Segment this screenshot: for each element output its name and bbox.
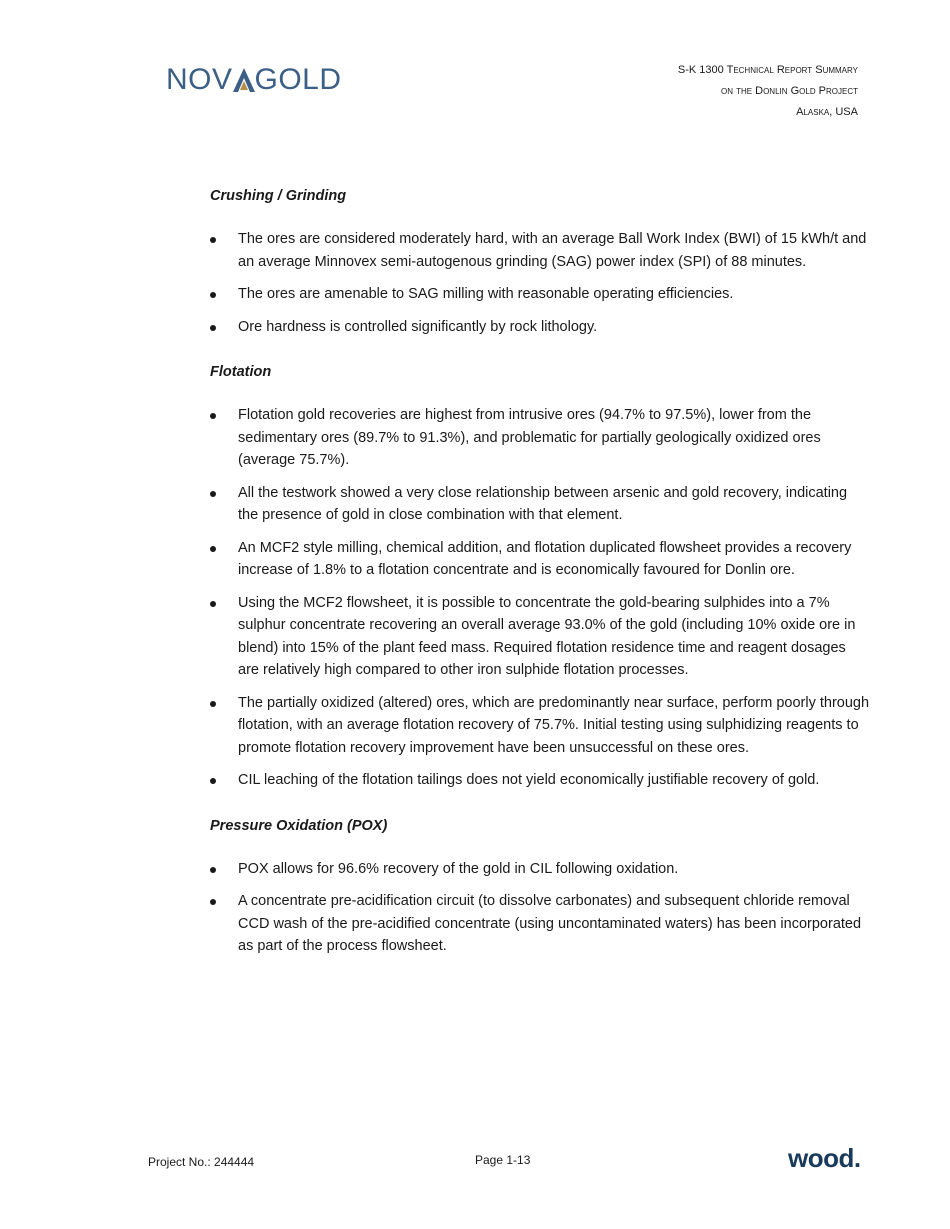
bullet-icon [210,413,216,419]
list-item: CIL leaching of the flotation tailings does not yield economically justifiable recovery of gold. [210,769,870,792]
list-item: A concentrate pre-acidification circuit (to dissolve carbonates) and subsequent chloride removal CCD wash of the pre-acidified concentrate (using uncontaminated waters) has been incorporated as part of the process flowsheet. [210,890,870,958]
page-number: Page 1-13 [475,1153,531,1167]
section-title: Pressure Oxidation (POX) [210,817,388,834]
section-pressure-oxidation [210,816,870,958]
bullet-list [210,228,870,338]
list-item: The partially oxidized (altered) ores, which are predominantly near surface, perform poorly through flotation, with an average flotation recovery of 75.7%. Initial testing using sulphidizing reagents to promote flotation recovery improvement have been unsuccessful on these ores. [210,692,870,760]
report-title-line3: Alaska, USA [796,106,858,118]
section-title: Flotation [210,364,272,380]
wood-logo: wood. [788,1143,861,1173]
bullet-icon [210,237,216,243]
list-item: An MCF2 style milling, chemical addition, and flotation duplicated flowsheet provides a recovery increase of 1.8% to a flotation concentrate and is economically favoured for Donlin ore. [210,537,870,582]
list-item: The ores are considered moderately hard, with an average Ball Work Index (BWI) of 15 kWh/t and an average Minnovex semi-autogenous grinding (SAG) power index (SPI) of 88 minutes. [210,228,870,273]
report-title-line2: on the Donlin Gold Project [721,85,858,97]
bullet-icon [210,899,216,905]
list-item: The ores are amenable to SAG milling with reasonable operating efficiencies. [210,283,870,306]
list-item: Using the MCF2 flowsheet, it is possible to concentrate the gold-bearing sulphides into a 7% sulphur concentrate recovering an overall average 93.0% of the gold (including 10% oxide ore in blend) into 15% of the plant feed mass. Required flotation residence time and reagent dosages are relatively high compared to other iron sulphide flotation processes. [210,592,870,682]
bullet-icon [210,325,216,331]
report-header [678,60,858,123]
list-item: All the testwork showed a very close relationship between arsenic and gold recovery, indicating the presence of gold in close combination with that element. [210,482,870,527]
bullet-icon [210,491,216,497]
bullet-icon [210,778,216,784]
section-crushing-grinding [210,186,870,338]
bullet-list [210,858,870,958]
bullet-icon [210,701,216,707]
list-item: POX allows for 96.6% recovery of the gold in CIL following oxidation. [210,858,870,881]
section-title: Crushing / Grinding [210,188,347,204]
report-title-line1: S-K 1300 Technical Report Summary [677,64,858,76]
list-item: Ore hardness is controlled significantly by rock lithology. [210,316,870,339]
bullet-icon [210,546,216,552]
section-flotation [210,362,870,792]
novagold-logo: NOV GOLD [166,63,342,96]
bullet-icon [210,601,216,607]
document-body [210,186,870,958]
bullet-list [210,404,870,792]
bullet-icon [210,292,216,298]
bullet-icon [210,867,216,873]
project-number: Project No.: 244444 [148,1155,255,1169]
list-item: Flotation gold recoveries are highest from intrusive ores (94.7% to 97.5%), lower from the sedimentary ores (89.7% to 91.3%), and problematic for partially geologically oxidized ores (average 75.7%). [210,404,870,472]
logo-a-mark-icon [233,64,255,96]
